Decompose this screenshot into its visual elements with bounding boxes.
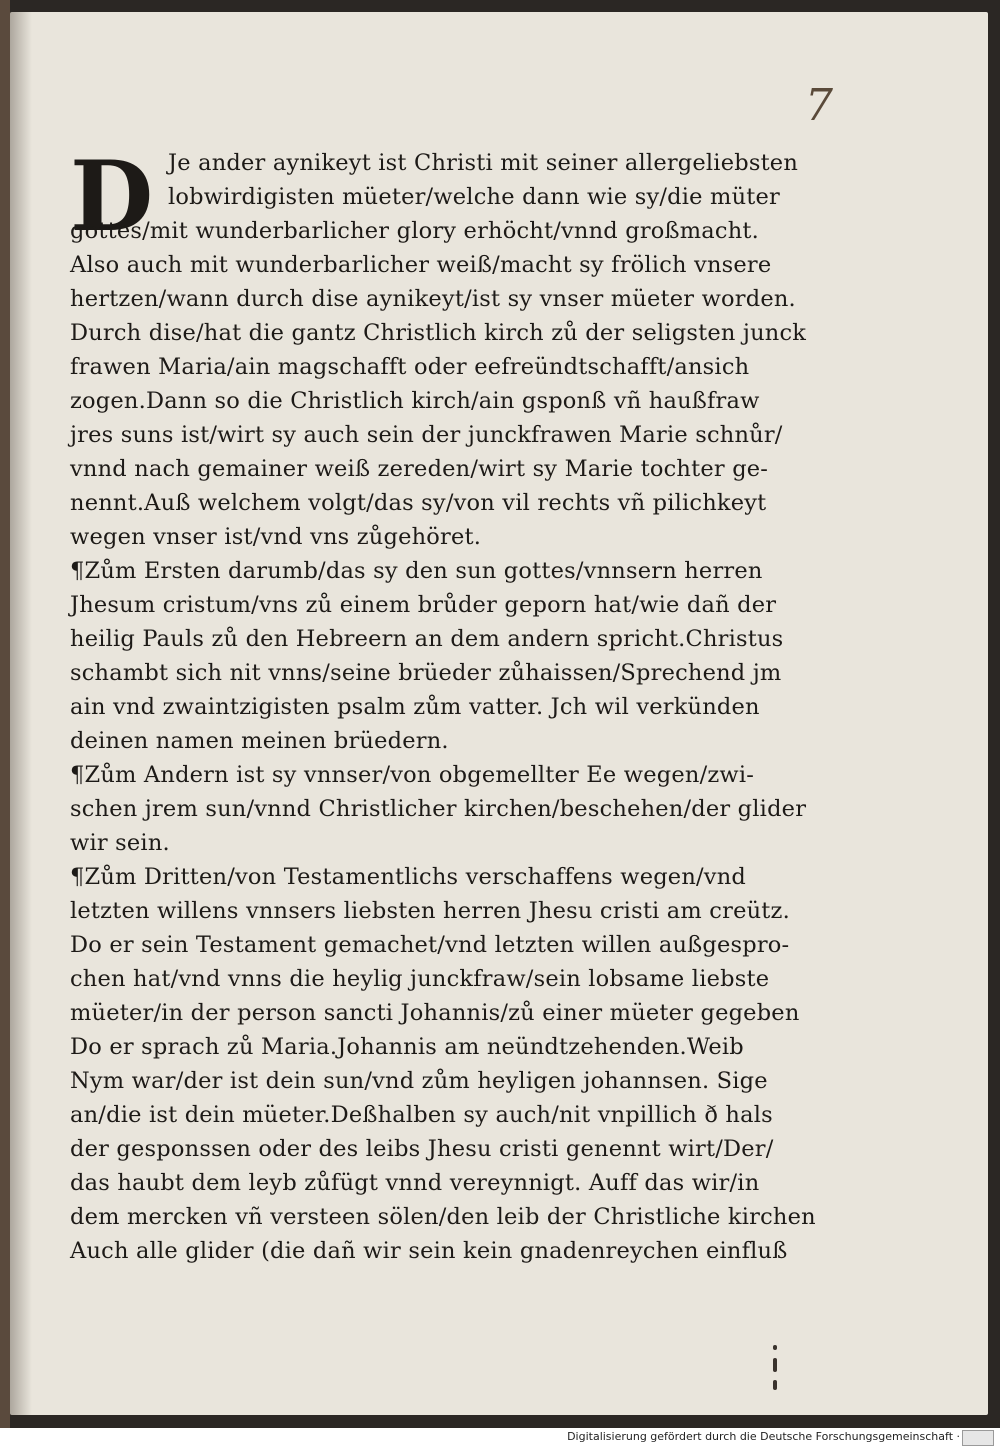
text-line: gottes/mit wunderbarlicher glory erhöcht/vnnd großmacht. (70, 218, 760, 244)
text-line: wegen vnser ist/vnd vns zůgehöret. (70, 524, 482, 550)
text-line: frawen Maria/ain magschafft oder eefreündtschafft/ansich (70, 354, 750, 380)
text-line: zogen.Dann so die Christlich kirch/ain gsponß vñ haußfraw (70, 388, 760, 414)
text-line: Jhesum cristum/vns zů einem brůder geporn hat/wie dañ der (70, 592, 777, 618)
text-line: Also auch mit wunderbarlicher weiß/macht sy frölich vnsere (70, 252, 772, 278)
text-line: ¶Zům Ersten darumb/das sy den sun gottes/vnnsern herren (70, 558, 763, 584)
text-line: deinen namen meinen brüedern. (70, 728, 449, 754)
text-line: chen hat/vnd vnns die heylig junckfraw/sein lobsame liebste (70, 966, 770, 992)
ink-mark (773, 1345, 777, 1350)
text-line: letzten willens vnnsers liebsten herren Jhesu cristi am creütz. (70, 898, 790, 924)
text-line: Nym war/der ist dein sun/vnd zům heyligen johannsen. Sige (70, 1068, 768, 1094)
text-line: Auch alle glider (die dañ wir sein kein gnadenreychen einfluß (70, 1238, 788, 1264)
footer-credit: Digitalisierung gefördert durch die Deutsche Forschungsgemeinschaft · (567, 1430, 960, 1443)
text-line: Do er sein Testament gemachet/vnd letzten willen außgespro- (70, 932, 790, 958)
text-line: ain vnd zwaintzigisten psalm zům vatter. Jch wil verkünden (70, 694, 760, 720)
text-line: dem mercken vñ versteen sölen/den leib der Christliche kirchen (70, 1204, 816, 1230)
text-line: müeter/in der person sancti Johannis/zů einer müeter gegeben (70, 1000, 800, 1026)
dfg-logo (962, 1430, 994, 1446)
text-line: schen jrem sun/vnnd Christlicher kirchen/beschehen/der glider (70, 796, 807, 822)
ink-mark (773, 1380, 777, 1390)
text-line: wir sein. (70, 830, 170, 856)
text-line: nennt.Auß welchem volgt/das sy/von vil rechts vñ pilichkeyt (70, 490, 767, 516)
text-line: der gesponssen oder des leibs Jhesu cristi genennt wirt/Der/ (70, 1136, 774, 1162)
ink-mark (773, 1358, 777, 1372)
text-line: an/die ist dein müeter.Deßhalben sy auch/nit vnpillich ð hals (70, 1102, 773, 1128)
text-line: vnnd nach gemainer weiß zereden/wirt sy Marie tochter ge- (70, 456, 769, 482)
binding-shadow (10, 12, 32, 1415)
text-line: jres suns ist/wirt sy auch sein der junckfrawen Marie schnůr/ (70, 422, 783, 448)
folio-number: 7 (805, 80, 833, 131)
text-line: ¶Zům Andern ist sy vnnser/von obgemellter Ee wegen/zwi- (70, 762, 755, 788)
text-line: das haubt dem leyb zůfügt vnnd vereynnigt. Auff das wir/in (70, 1170, 760, 1196)
text-line: heilig Pauls zů den Hebreern an dem andern spricht.Christus (70, 626, 784, 652)
text-line: schambt sich nit vnns/seine brüeder zůhaissen/Sprechend jm (70, 660, 782, 686)
drop-cap-initial: D (70, 140, 154, 253)
text-line: Durch dise/hat die gantz Christlich kirch zů der seligsten junck (70, 320, 807, 346)
text-line: lobwirdigisten müeter/welche dann wie sy/die müter (168, 184, 780, 210)
text-line: Do er sprach zů Maria.Johannis am neündtzehenden.Weib (70, 1034, 744, 1060)
binding-edge (0, 0, 10, 1428)
text-line: ¶Zům Dritten/von Testamentlichs verschaffens wegen/vnd (70, 864, 746, 890)
text-line: hertzen/wann durch dise aynikeyt/ist sy vnser müeter worden. (70, 286, 796, 312)
text-line: Je ander aynikeyt ist Christi mit seiner allergeliebsten (168, 150, 799, 176)
